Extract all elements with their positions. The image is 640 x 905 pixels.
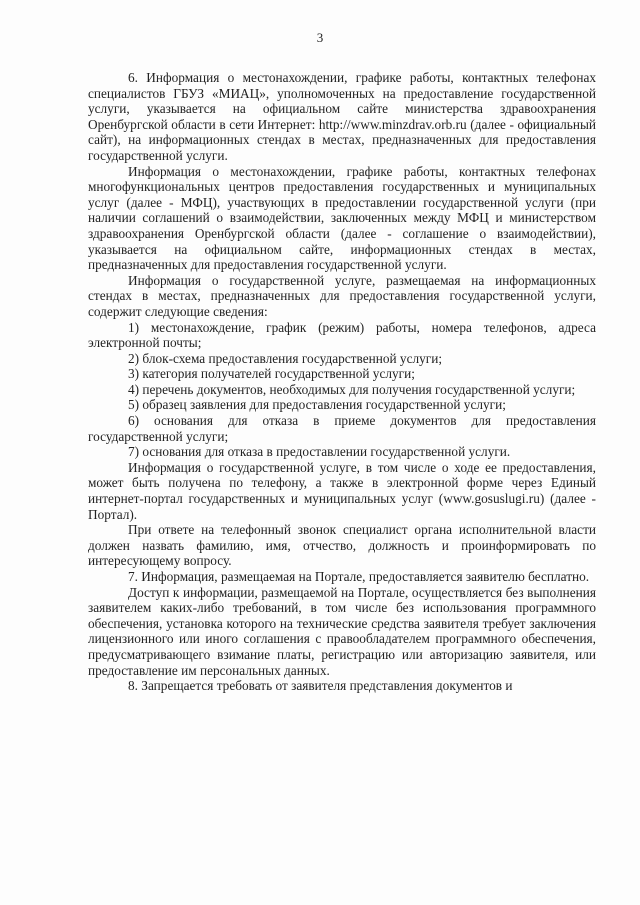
paragraph: При ответе на телефонный звонок специалист органа исполнительной власти должен назвать фамилию, имя, отчество, должность и проинформировать по интересующему вопросу. bbox=[88, 522, 596, 569]
list-item: 6) основания для отказа в приеме документов для предоставления государственной услуги; bbox=[88, 413, 596, 444]
paragraph: 8. Запрещается требовать от заявителя представления документов и bbox=[128, 678, 513, 694]
paragraph: 6. Информация о местонахождении, графике работы, контактных телефонах специалистов ГБУЗ «МИАЦ», уполномоченных на предоставление государственной услуги, указывается на официальном сайте министерства здравоохранения Оренбургской области в сети Интернет: http://www.minzdrav.orb.ru (далее - официальный сайт), на информационных стендах в местах, предназначенных для предоставления государственной услуги. bbox=[88, 70, 596, 163]
list-item: 3) категория получателей государственной услуги; bbox=[128, 366, 415, 382]
list-item: 4) перечень документов, необходимых для получения государственной услуги; bbox=[128, 381, 576, 397]
paragraph: 7. Информация, размещаемая на Портале, предоставляется заявителю бесплатно. bbox=[128, 569, 590, 584]
list-item: 1) местонахождение, график (режим) работы, номера телефонов, адреса электронной почты; bbox=[88, 319, 596, 351]
list-item: 5) образец заявления для предоставления государственной услуги; bbox=[128, 397, 506, 413]
paragraph: Информация о государственной услуге, размещаемая на информационных стендах в местах, предназначенных для предоставления государственной услуги, содержит следующие сведения: bbox=[88, 272, 596, 319]
paragraph: Доступ к информации, размещаемой на Портале, осуществляется без выполнения заявителем каких-либо требований, в том числе без использования программного обеспечения, установка которого на технические средства заявителя требует заключения лицензионного или иного соглашения с правообладателем программного обеспечения, предусматривающего взимание платы, регистрацию или авторизацию заявителя, или предоставление им персональных данных. bbox=[88, 584, 596, 678]
document-body bbox=[88, 70, 596, 694]
list-item: 2) блок-схема предоставления государственной услуги; bbox=[128, 350, 443, 366]
paragraph: Информация о местонахождении, графике работы, контактных телефонах многофункциональных центров предоставления государственных и муниципальных услуг (далее - МФЦ), участвующих в предоставлении государственной услуги (при наличии соглашений о взаимодействии, заключенных между МФЦ и министерством здравоохранения Оренбургской области (далее - соглашение о взаимодействии), указывается на официальном сайте, информационных стендах в местах, предназначенных для предоставления государственной услуги. bbox=[88, 163, 596, 273]
paragraph: Информация о государственной услуге, в том числе о ходе ее предоставления, может быть получена по телефону, а также в электронной форме через Единый интернет-портал государственных и муниципальных услуг (www.gosuslugi.ru) (далее - Портал). bbox=[88, 459, 596, 522]
list-item: 7) основания для отказа в предоставлении государственной услуги. bbox=[128, 444, 511, 460]
page-number: 3 bbox=[316, 30, 324, 45]
